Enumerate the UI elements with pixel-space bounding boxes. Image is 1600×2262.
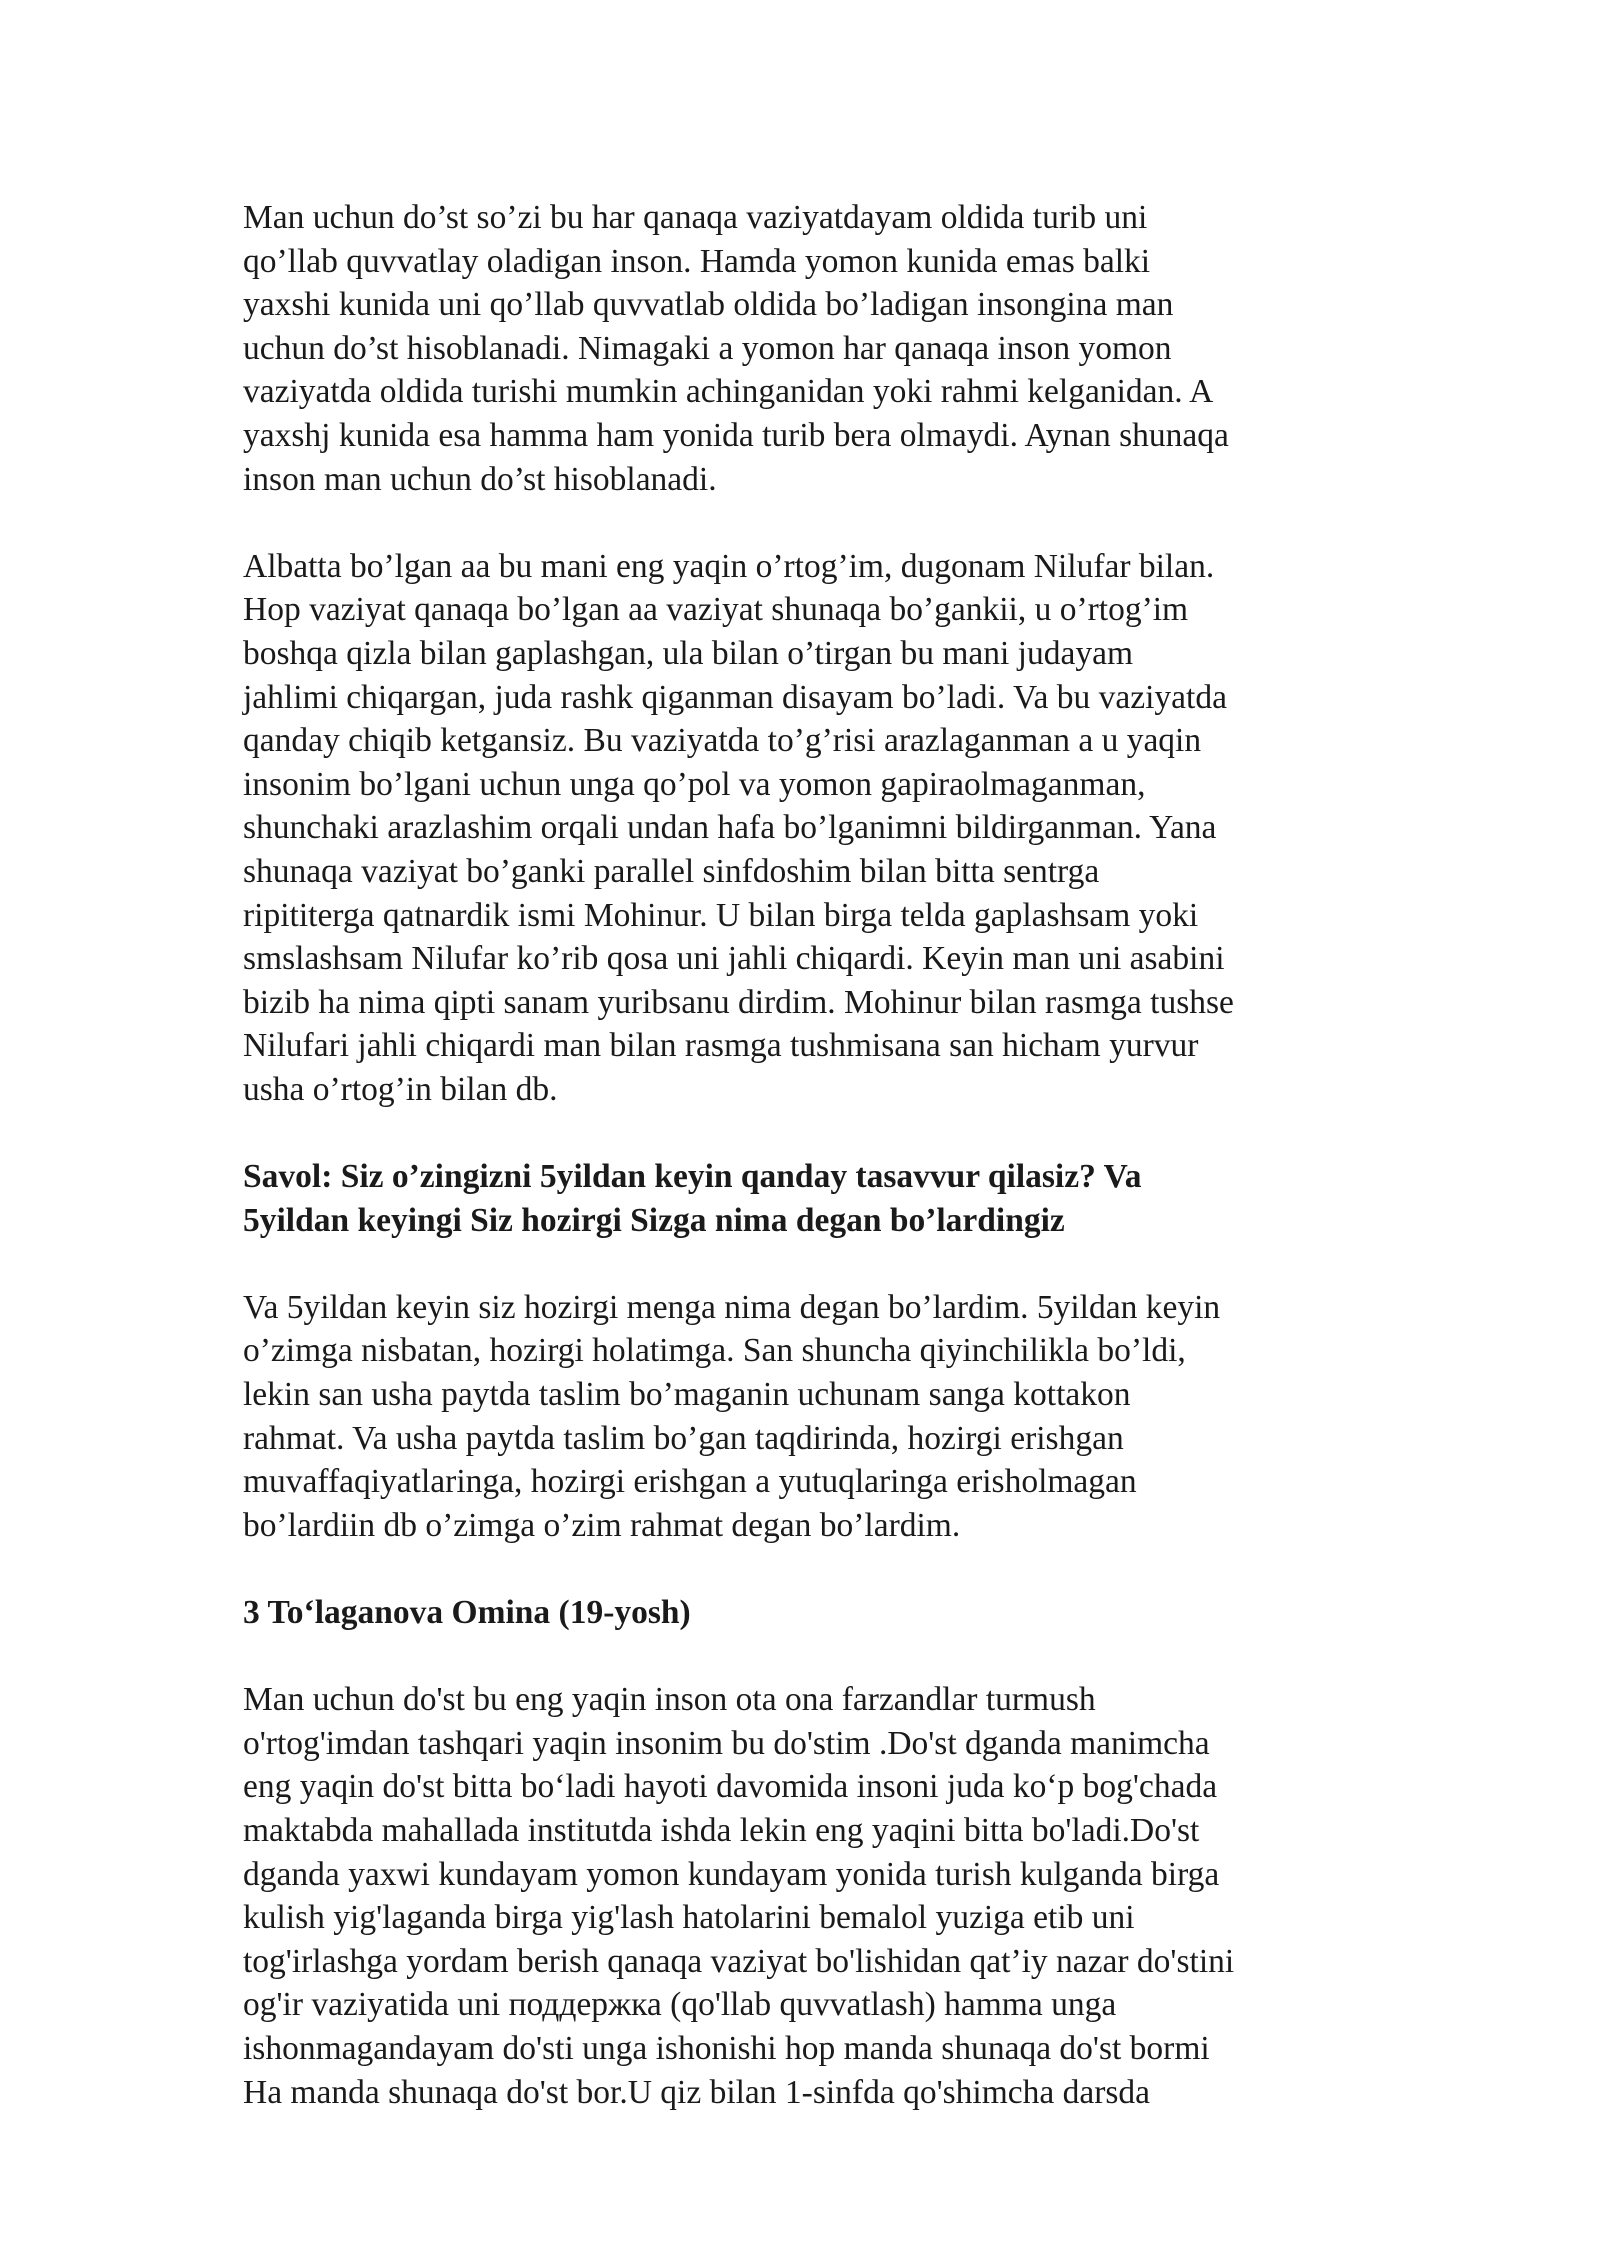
section-heading-respondent [243, 1591, 1373, 1635]
text-line: jahlimi chiqargan, juda rashk qiganman disayam bo’ladi. Va bu vaziyatda [243, 678, 1227, 716]
text-line: muvaffaqiyatlaringa, hozirgi erishgan a yutuqlaringa erisholmagan [243, 1463, 1137, 1501]
text-line: eng yaqin do'st bitta bo‘ladi hayoti davomida insoni juda ko‘p bog'chada [243, 1768, 1218, 1806]
text-line: maktabda mahallada institutda ishda lekin eng yaqini bitta bo'ladi.Do'st [243, 1811, 1200, 1849]
paragraph-answer [243, 1286, 1373, 1548]
text-line: bizib ha nima qipti sanam yuribsanu dirdim. Mohinur bilan rasmga tushse [243, 983, 1234, 1021]
paragraph-friend-definition [243, 196, 1373, 501]
text-line: ripititerga qatnardik ismi Mohinur. U bilan birga telda gaplashsam yoki [243, 896, 1199, 934]
text-line: o’zimga nisbatan, hozirgi holatimga. San shuncha qiyinchilikla bo’ldi, [243, 1332, 1186, 1370]
question-heading [243, 1155, 1373, 1242]
text-line: shunaqa vaziyat bo’ganki parallel sinfdoshim bilan bitta sentrga [243, 852, 1100, 890]
text-line: yaxshi kunida uni qo’llab quvvatlab oldida bo’ladigan insongina man [243, 286, 1174, 324]
paragraph-nilufar-story [243, 545, 1373, 1112]
heading-line: 5yildan keyingi Siz hozirgi Sizga nima degan bo’lardingiz [243, 1201, 1065, 1239]
text-line: lekin san usha paytda taslim bo’maganin uchunam sanga kottakon [243, 1376, 1131, 1414]
document-body [243, 196, 1373, 2158]
text-line: bo’lardiin db o’zimga o’zim rahmat degan bo’lardim. [243, 1506, 961, 1544]
text-line: Nilufari jahli chiqardi man bilan rasmga tushmisana san hicham yurvur [243, 1027, 1199, 1065]
paragraph-respondent-answer [243, 1678, 1373, 2114]
text-line: smslashsam Nilufar ko’rib qosa uni jahli chiqardi. Keyin man uni asabini [243, 940, 1225, 978]
text-line: usha o’rtog’in bilan db. [243, 1070, 558, 1108]
text-line: Man uchun do'st bu eng yaqin inson ota ona farzandlar turmush [243, 1681, 1096, 1719]
text-line: Ha manda shunaqa do'st bor.U qiz bilan 1-sinfda qo'shimcha darsda [243, 2073, 1151, 2111]
text-line: tog'irlashga yordam berish qanaqa vaziyat bo'lishidan qat’iy nazar do'stini [243, 1942, 1235, 1980]
text-line: qo’llab quvvatlay oladigan inson. Hamda yomon kunida emas balki [243, 242, 1151, 280]
heading-line: Savol: Siz o’zingizni 5yildan keyin qanday tasavvur qilasiz? Va [243, 1158, 1142, 1196]
text-line: rahmat. Va usha paytda taslim bo’gan taqdirinda, hozirgi erishgan [243, 1419, 1124, 1457]
text-line: dganda yaxwi kundayam yomon kundayam yonida turish kulganda birga [243, 1855, 1220, 1893]
text-line: vaziyatda oldida turishi mumkin achinganidan yoki rahmi kelganidan. A [243, 373, 1214, 411]
text-line: kulish yig'laganda birga yig'lash hatolarini bemalol yuziga etib uni [243, 1899, 1135, 1937]
text-line: boshqa qizla bilan gaplashgan, ula bilan o’tirgan bu mani judayam [243, 634, 1134, 672]
heading-line: 3 To‘laganova Omina (19-yosh) [243, 1594, 691, 1631]
text-line: shunchaki arazlashim orqali undan hafa bo’lganimni bildirganman. Yana [243, 809, 1217, 847]
text-line: yaxshj kunida esa hamma ham yonida turib bera olmaydi. Aynan shunaqa [243, 416, 1229, 454]
text-line: Albatta bo’lgan aa bu mani eng yaqin o’rtog’im, dugonam Nilufar bilan. [243, 547, 1215, 585]
text-line: ishonmagandayam do'sti unga ishonishi hop manda shunaqa do'st bormi [243, 2029, 1210, 2067]
text-line: qanday chiqib ketgansiz. Bu vaziyatda to’g’risi arazlaganman a u yaqin [243, 722, 1202, 760]
text-line: og'ir vaziyatida uni поддержка (qo'llab quvvatlash) hamma unga [243, 1986, 1117, 2024]
text-line: insonim bo’lgani uchun unga qo’pol va yomon gapiraolmaganman, [243, 765, 1146, 803]
text-line: o'rtog'imdan tashqari yaqin insonim bu do'stim .Do'st dganda manimcha [243, 1724, 1210, 1762]
text-line: Va 5yildan keyin siz hozirgi menga nima degan bo’lardim. 5yildan keyin [243, 1288, 1221, 1326]
text-line: Man uchun do’st so’zi bu har qanaqa vaziyatdayam oldida turib uni [243, 199, 1148, 236]
text-line: Hop vaziyat qanaqa bo’lgan aa vaziyat shunaqa bo’gankii, u o’rtog’im [243, 591, 1189, 629]
text-line: uchun do’st hisoblanadi. Nimagaki a yomon har qanaqa inson yomon [243, 329, 1172, 367]
text-line: inson man uchun do’st hisoblanadi. [243, 460, 717, 498]
